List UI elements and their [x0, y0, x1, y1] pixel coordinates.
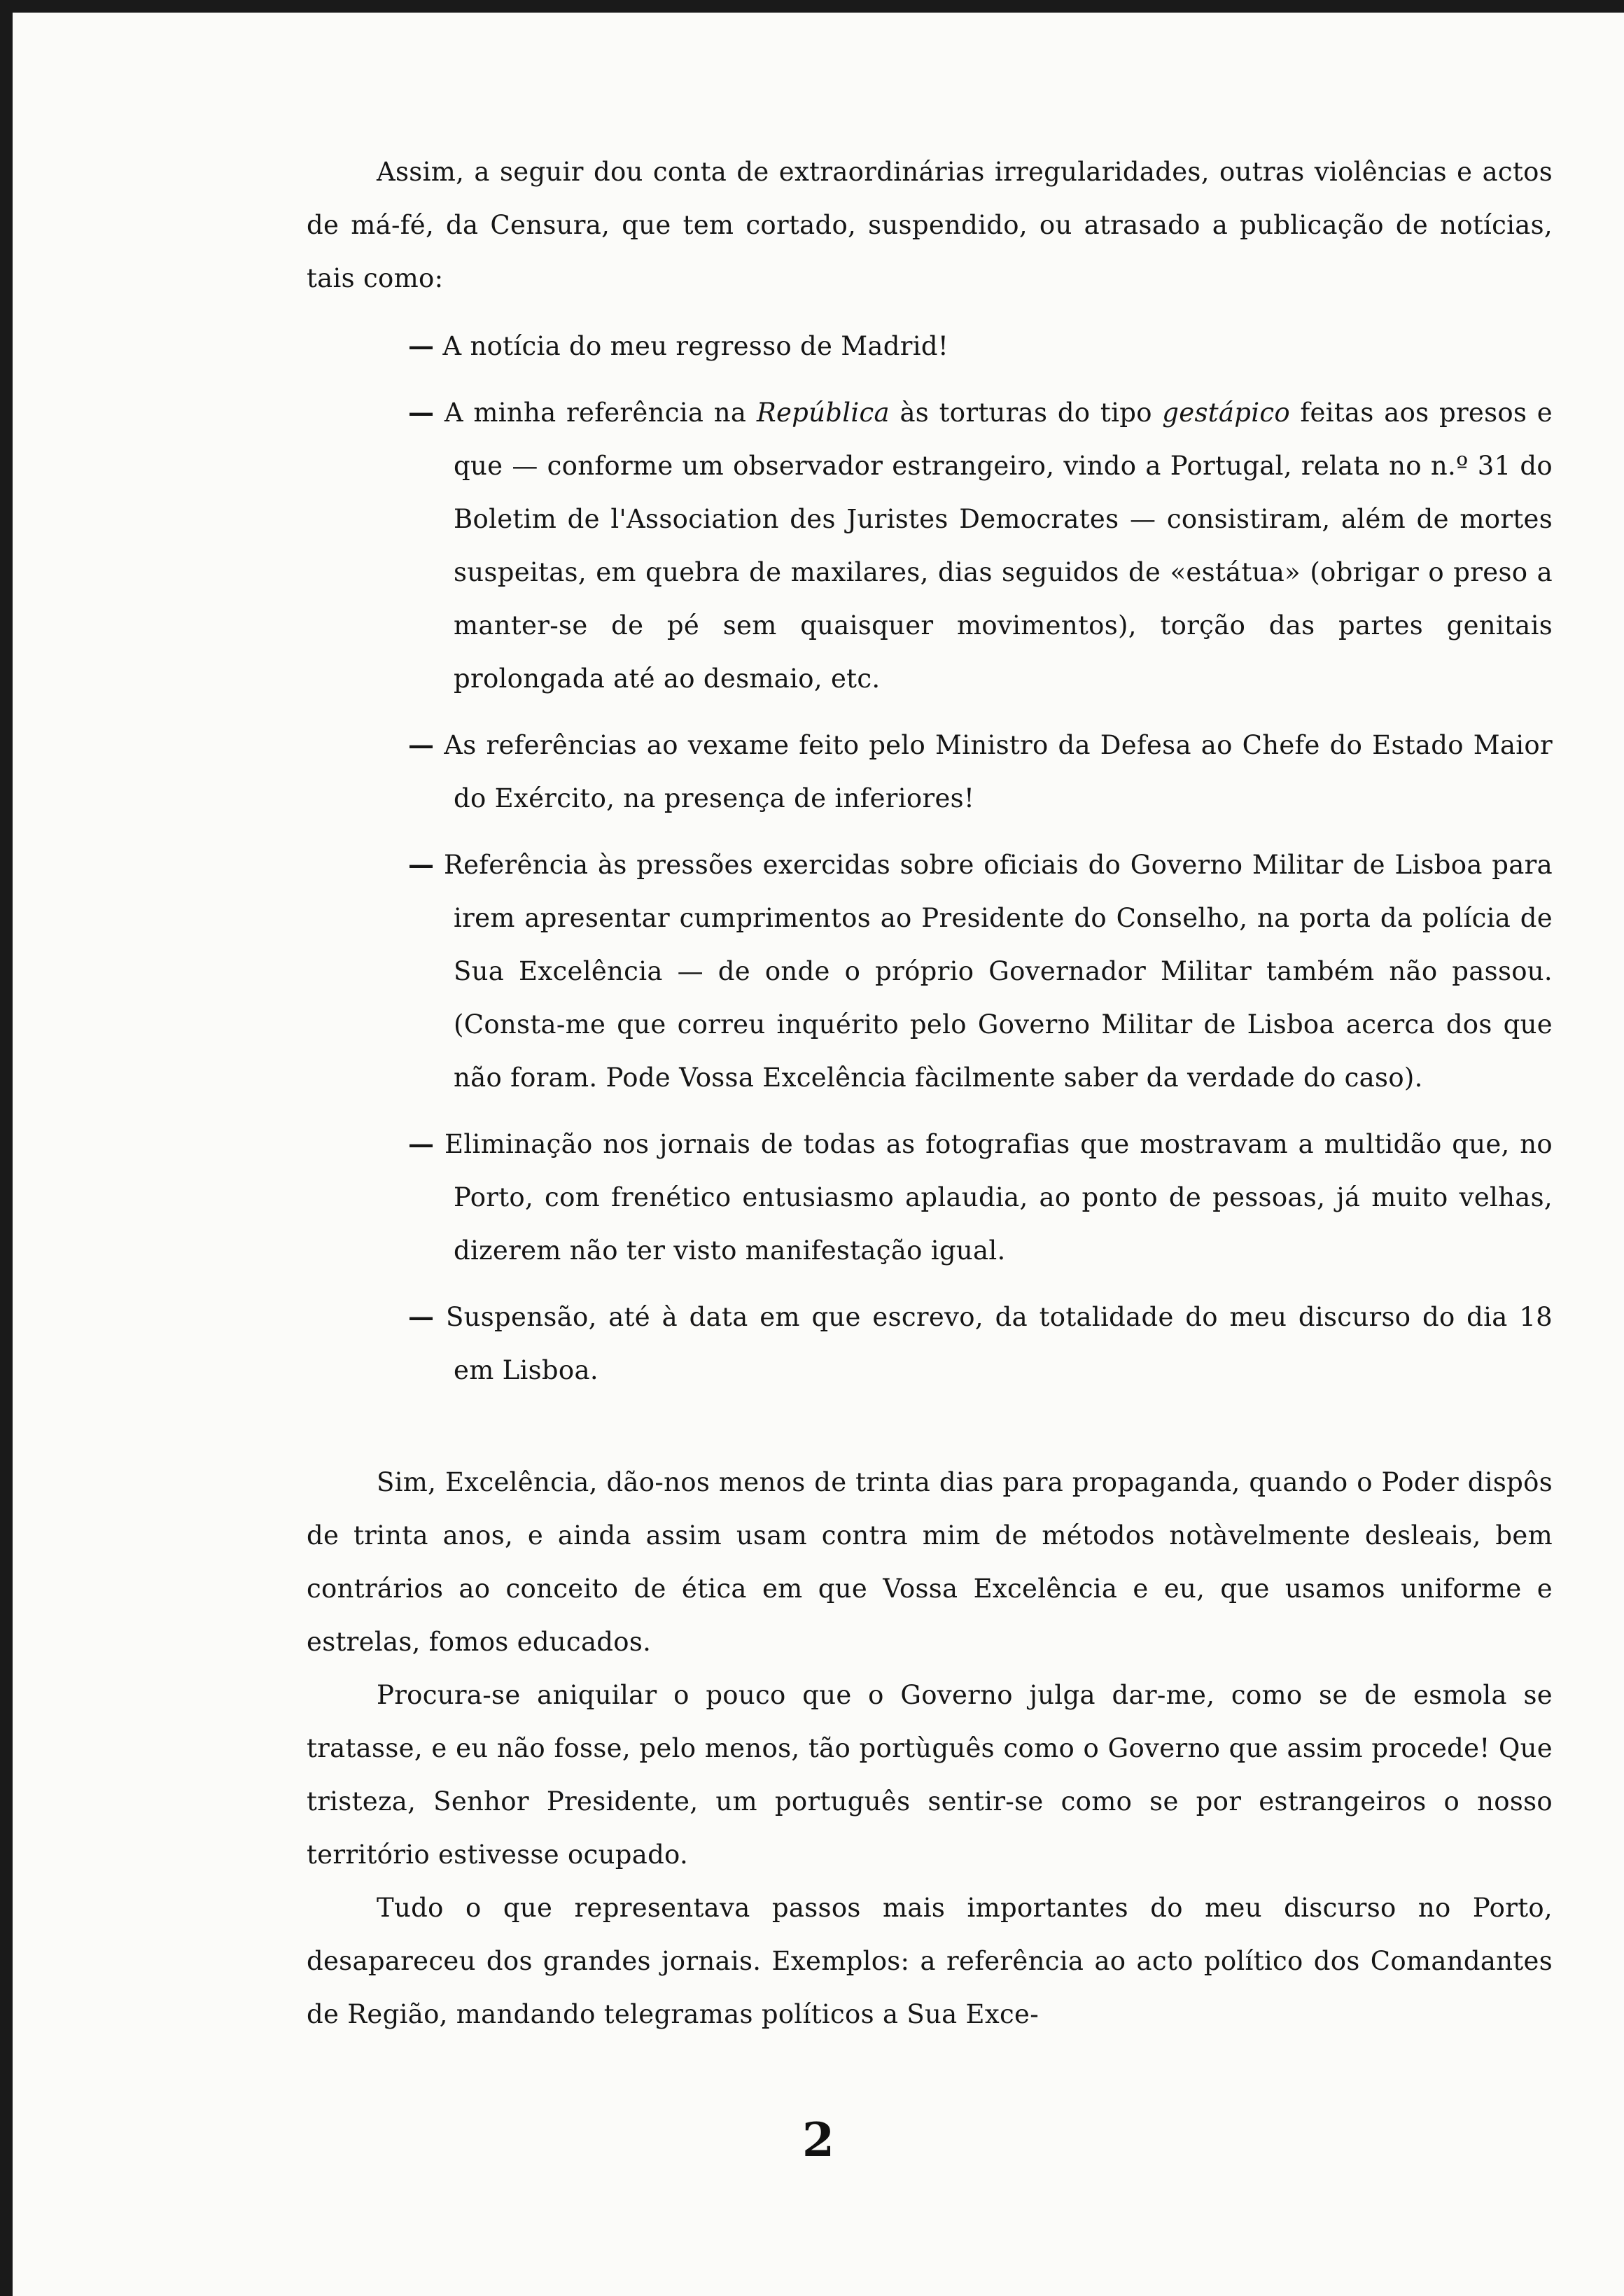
list-item-text: Referência às pressões exercidas sobre oficiais do Governo Militar de Lisboa para irem apresentar cumprimentos ao Presidente do Conselho, na porta da polícia de Sua Excelência — de onde o próprio Governador Militar também não passou. (Consta-me que correu inquérito pelo Governo Militar de Lisboa acerca dos que não foram. Pode Vossa Excelência fàcilmente saber da verdade do caso). [443, 850, 1553, 1093]
list-item [307, 838, 1553, 1105]
em-dash: — [408, 330, 435, 361]
em-dash: — [408, 849, 435, 880]
list-item [307, 1290, 1553, 1397]
list-item-text: Eliminação nos jornais de todas as fotografias que mostravam a multidão que, no Porto, com frenético entusiasmo aplaudia, ao ponto de pessoas, já muito velhas, dizerem não ter visto manifestação igual. [444, 1129, 1553, 1266]
list-item [307, 1117, 1553, 1278]
em-dash: — [408, 397, 435, 428]
newspaper-title: República [756, 398, 890, 428]
emphasized-term: gestápico [1162, 398, 1291, 428]
list-item [307, 319, 1553, 373]
document-page [13, 13, 1624, 2296]
list-item-text-start: A minha referência na [444, 398, 757, 428]
page-number: 2 [802, 2113, 834, 2167]
list-item-text-end: feitas aos presos e que — conforme um observador estrangeiro, vindo a Portugal, relata no n.º 31 do Boletim de l'Association des Juristes Democrates — consistiram, além de mortes suspeitas, em quebra de maxilares, dias seguidos de «estátua» (obrigar o preso a manter-se de pé sem quaisquer movimentos), torção das partes genitais prolongada até ao desmaio, etc. [454, 398, 1553, 694]
censorship-list [307, 319, 1553, 1397]
intro-paragraph: Assim, a seguir dou conta de extraordinárias irregularidades, outras violências e actos de má-fé, da Censura, que tem cortado, suspendido, ou atrasado a publicação de notícias, tais como: [307, 157, 1553, 293]
em-dash: — [408, 729, 435, 760]
em-dash: — [408, 1128, 435, 1159]
body-paragraph: Tudo o que representava passos mais importantes do meu discurso no Porto, desapareceu dos grandes jornais. Exemplos: a referência ao acto político dos Comandantes de Região, mandando telegramas políticos a Sua Exce- [307, 1893, 1553, 2029]
list-item-text: As referências ao vexame feito pelo Ministro da Defesa ao Chefe do Estado Maior do Exército, na presença de inferiores! [444, 730, 1553, 813]
body-paragraph: Sim, Excelência, dão-nos menos de trinta dias para propaganda, quando o Poder dispôs de trinta anos, e ainda assim usam contra mim de métodos notàvelmente desleais, bem contrários ao conceito de ética em que Vossa Excelência e eu, que usamos uniforme e estrelas, fomos educados. [307, 1467, 1553, 1657]
body-paragraph: Procura-se aniquilar o pouco que o Governo julga dar-me, como se de esmola se tratasse, e eu não fosse, pelo menos, tão portùguês como o Governo que assim procede! Que tristeza, Senhor Presidente, um português sentir-se como se por estrangeiros o nosso território estivesse ocupado. [307, 1680, 1553, 1870]
document-body [307, 146, 1553, 2041]
list-item [307, 718, 1553, 825]
list-item-text: A notícia do meu regresso de Madrid! [442, 331, 949, 361]
em-dash: — [408, 1301, 435, 1332]
list-item [307, 386, 1553, 706]
list-item-text: Suspensão, até à data em que escrevo, da totalidade do meu discurso do dia 18 em Lisboa. [445, 1302, 1553, 1385]
list-item-text-mid: às torturas do tipo [889, 398, 1163, 428]
